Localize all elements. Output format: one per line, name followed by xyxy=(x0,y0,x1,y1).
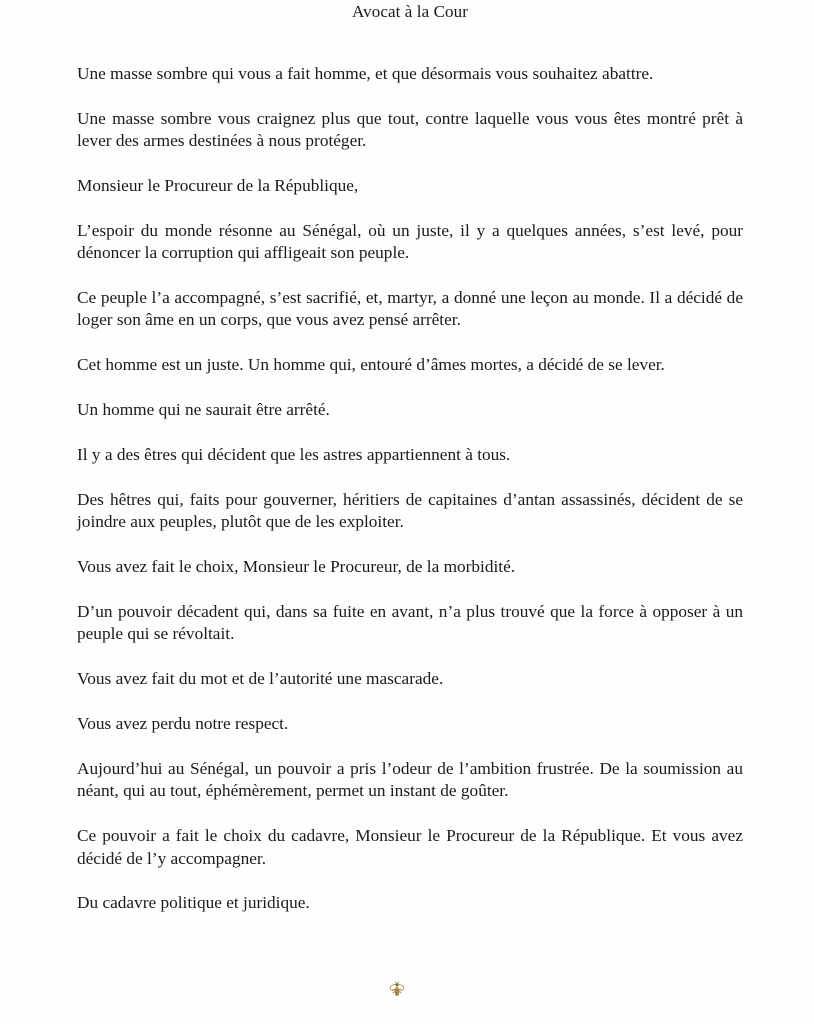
paragraph-10: Vous avez fait le choix, Monsieur le Procureur, de la morbidité. xyxy=(77,557,516,577)
paragraph-8: Il y a des êtres qui décident que les astres appartiennent à tous. xyxy=(77,445,511,465)
paragraph-7: Un homme qui ne saurait être arrêté. xyxy=(77,400,330,420)
paragraph-9: Des hêtres qui, faits pour gouverner, héritiers de capitaines d’antan assassinés, décident de se joindre aux peuples, plutôt que de les exploiter. xyxy=(77,490,743,532)
salutation: Monsieur le Procureur de la République, xyxy=(77,176,359,196)
footer-emblem xyxy=(353,957,441,1023)
paragraph-5: Ce peuple l’a accompagné, s’est sacrifié, et, martyr, a donné une leçon au monde. Il a décidé de loger son âme en un corps, que vous avez pensé arrêter. xyxy=(77,288,743,330)
paragraph-15: Ce pouvoir a fait le choix du cadavre, Monsieur le Procureur de la République. Et vous avez décidé de l’y accompagner. xyxy=(77,826,743,868)
paragraph-6: Cet homme est un juste. Un homme qui, entouré d’âmes mortes, a décidé de se lever. xyxy=(77,355,665,375)
paragraph-13: Vous avez perdu notre respect. xyxy=(77,714,289,734)
paragraph-4: L’espoir du monde résonne au Sénégal, où un juste, il y a quelques années, s’est levé, pour dénoncer la corruption qui affligeait son peuple. xyxy=(77,220,743,263)
paragraph-1: Une masse sombre qui vous a fait homme, et que désormais vous souhaitez abattre. xyxy=(77,64,654,83)
paragraph-11: D’un pouvoir décadent qui, dans sa fuite en avant, n’a plus trouvé que la force à opposer à un peuple qui se révoltait. xyxy=(77,602,743,644)
paragraph-2: Une masse sombre vous craignez plus que tout, contre laquelle vous vous êtes montré prêt à lever des armes destinées à nous protéger. xyxy=(77,108,743,151)
paragraph-14: Aujourd’hui au Sénégal, un pouvoir a pris l’odeur de l’ambition frustrée. De la soumission au néant, qui au tout, éphémèrement, permet un instant de goûter. xyxy=(77,759,743,801)
letter-body xyxy=(77,63,743,915)
paragraph-12: Vous avez fait du mot et de l’autorité une mascarade. xyxy=(77,669,444,689)
letterhead-title: Avocat à la Cour xyxy=(352,2,468,21)
bee-icon xyxy=(386,979,408,1001)
paragraph-16: Du cadavre politique et juridique. xyxy=(77,893,310,913)
